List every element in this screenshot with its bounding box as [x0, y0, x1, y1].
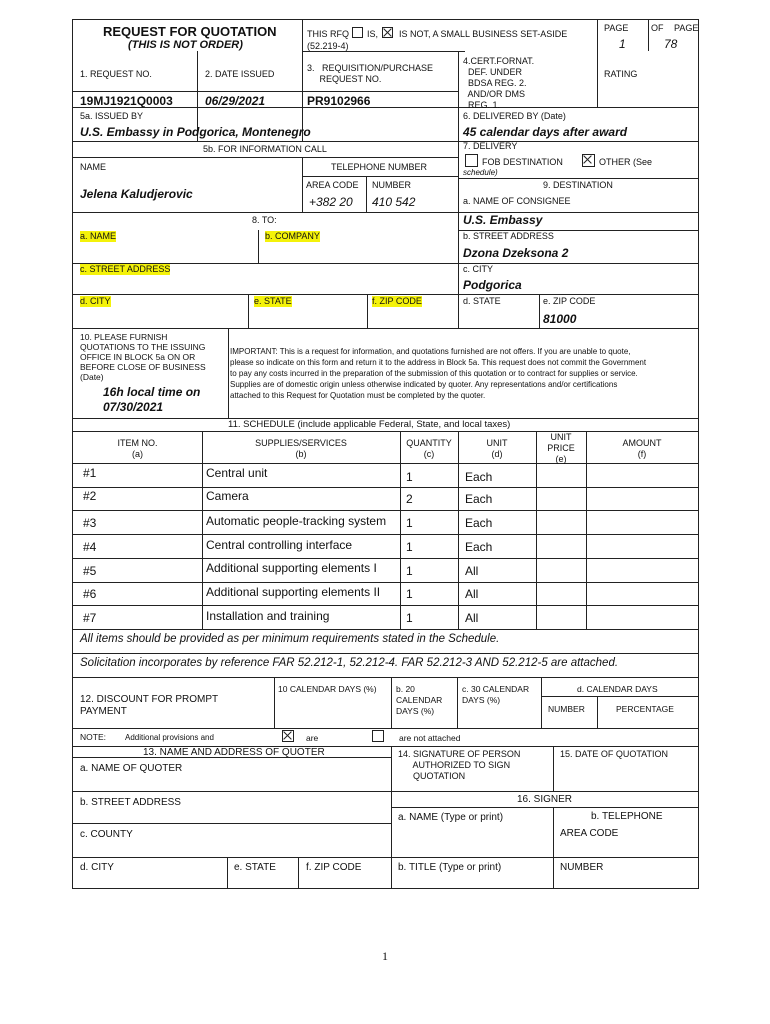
- row-description: Additional supporting elements II: [206, 585, 381, 599]
- page-label: PAGE: [604, 23, 629, 33]
- small-business-is-not-checkbox[interactable]: [382, 27, 393, 38]
- signer-name-label: a. NAME (Type or print): [398, 812, 504, 823]
- fob-destination-label: FOB DESTINATION: [482, 157, 563, 167]
- cert-label: 4.CERT.FORNAT. DEF. UNDER BDSA REG. 2. AND/OR DMS REG. 1.: [463, 56, 535, 110]
- other-delivery-checkbox[interactable]: [582, 154, 595, 167]
- signer-telephone-label: b. TELEPHONE: [591, 811, 663, 822]
- quoter-county-label: c. COUNTY: [80, 829, 133, 840]
- to-state-field[interactable]: e. STATE: [254, 296, 292, 306]
- row-quantity: 1: [406, 470, 413, 484]
- row-item-no: #2: [83, 489, 97, 503]
- row-quantity: 1: [406, 540, 413, 554]
- issued-by-label: 5a. ISSUED BY: [80, 111, 144, 121]
- quotation-deadline-value: 16h local time on 07/30/2021: [103, 385, 201, 414]
- pages-value: 78: [664, 37, 678, 51]
- to-zip-field[interactable]: f. ZIP CODE: [372, 296, 422, 306]
- issued-by-value: U.S. Embassy in Podgorica, Montenegro: [80, 125, 311, 139]
- delivered-by-value: 45 calendar days after award: [463, 125, 628, 139]
- provisions-not-attached-checkbox[interactable]: [372, 730, 384, 742]
- requisition-value: PR9102966: [307, 94, 371, 108]
- area-code-value: +382 20: [309, 195, 353, 209]
- contact-name-value: Jelena Kaludjerovic: [80, 187, 193, 201]
- rfq-label: THIS RFQ: [307, 29, 349, 39]
- row-unit: Each: [465, 540, 493, 554]
- row-item-no: #7: [83, 611, 97, 625]
- discount-calendar-days-label: d. CALENDAR DAYS: [577, 684, 658, 694]
- telephone-label: TELEPHONE NUMBER: [331, 162, 428, 172]
- page-value: 1: [619, 37, 626, 51]
- row-unit: All: [465, 564, 479, 578]
- row-description: Camera: [206, 489, 249, 503]
- discount-30-days-label: c. 30 CALENDAR DAYS (%): [462, 684, 530, 705]
- quoter-state-label: e. STATE: [234, 862, 276, 873]
- col-unit-header: UNIT (d): [486, 438, 508, 459]
- row-item-no: #4: [83, 540, 97, 554]
- consignee-value: U.S. Embassy: [463, 213, 543, 227]
- of-label: OF: [651, 23, 664, 33]
- consignee-label: a. NAME OF CONSIGNEE: [463, 196, 571, 206]
- discount-label: 12. DISCOUNT FOR PROMPT PAYMENT: [80, 694, 219, 717]
- requisition-label: 3. REQUISITION/PURCHASE REQUEST NO.: [307, 63, 434, 84]
- destination-label: 9. DESTINATION: [543, 180, 613, 190]
- rfq-form: [72, 19, 699, 889]
- row-unit: Each: [465, 470, 493, 484]
- pages-label: PAGE: [674, 23, 699, 33]
- is-label: IS,: [367, 29, 379, 39]
- row-quantity: 1: [406, 516, 413, 530]
- request-no-label: 1. REQUEST NO.: [80, 69, 152, 79]
- name-label: NAME: [80, 162, 107, 172]
- quoter-zip-label: f. ZIP CODE: [306, 862, 362, 873]
- row-description: Central unit: [206, 466, 268, 480]
- to-city-field[interactable]: d. CITY: [80, 296, 111, 306]
- col-price-header: UNIT PRICE (e): [547, 432, 575, 464]
- row-quantity: 1: [406, 564, 413, 578]
- discount-10-days-label: 10 CALENDAR DAYS (%): [278, 684, 377, 694]
- schedule-note-far: Solicitation incorporates by reference FAR 52.212-1, 52.212-4. FAR 52.212-3 AND 52.212-5 are attached.: [80, 657, 619, 669]
- destination-zip-value: 81000: [543, 312, 577, 326]
- row-description: Automatic people-tracking system: [206, 514, 387, 528]
- small-business-is-checkbox[interactable]: [352, 27, 363, 38]
- number-label: NUMBER: [372, 180, 412, 190]
- important-notice: IMPORTANT: This is a request for information, and quotations furnished are not offers. If you are unable to quote, please so indicate on this form and return it to the address in Block 5a. This request does not commit the Government to pay any costs incurred in the preparation of the submission of this quotation or to contract for supplies or service. Supplies are of domestic origin unless otherwise indicated by quoter. Any representations and/or certifications attached to this Request for Quotation must be completed by the quoter.: [230, 347, 647, 400]
- row-item-no: #5: [83, 564, 97, 578]
- page-number: 1: [382, 949, 388, 963]
- to-name-field[interactable]: a. NAME: [80, 231, 117, 241]
- row-item-no: #1: [83, 466, 97, 480]
- row-quantity: 2: [406, 492, 413, 506]
- signer-title-label: b. TITLE (Type or print): [398, 862, 502, 873]
- signer-block-title: 16. SIGNER: [517, 794, 573, 805]
- row-description: Central controlling interface: [206, 538, 353, 552]
- date-issued-label: 2. DATE ISSUED: [205, 69, 275, 79]
- to-label: 8. TO:: [252, 215, 277, 225]
- signer-number-label: NUMBER: [560, 862, 604, 873]
- row-unit: Each: [465, 492, 493, 506]
- schedule-label: schedule): [463, 168, 498, 177]
- to-street-field[interactable]: c. STREET ADDRESS: [80, 264, 171, 274]
- is-not-label: IS NOT, A SMALL BUSINESS SET-ASIDE: [399, 29, 568, 39]
- col-supplies-header: SUPPLIES/SERVICES (b): [255, 438, 347, 459]
- discount-number-label: NUMBER: [548, 704, 585, 714]
- destination-zip-label: e. ZIP CODE: [543, 296, 596, 306]
- are-attached-label: are: [306, 733, 319, 743]
- other-label: OTHER (See: [599, 157, 653, 167]
- delivered-by-label: 6. DELIVERED BY (Date): [463, 111, 566, 121]
- quoter-city-label: d. CITY: [80, 862, 114, 873]
- row-description: Installation and training: [206, 609, 330, 623]
- furnish-quotations-label: 10. PLEASE FURNISH QUOTATIONS TO THE ISSUING OFFICE IN BLOCK 5a ON OR BEFORE CLOSE OF BUSINESS (Date): [80, 332, 206, 382]
- additional-provisions-label: Additional provisions and: [125, 733, 214, 742]
- date-issued-value: 06/29/2021: [205, 94, 266, 108]
- provisions-are-attached-checkbox[interactable]: [282, 730, 294, 742]
- destination-city-label: c. CITY: [463, 264, 494, 274]
- to-company-field[interactable]: b. COMPANY: [265, 231, 320, 241]
- schedule-title: 11. SCHEDULE (include applicable Federal, State, and local taxes): [228, 419, 511, 430]
- signer-area-code-label: AREA CODE: [560, 828, 619, 839]
- row-unit: All: [465, 611, 479, 625]
- row-description: Additional supporting elements I: [206, 561, 377, 575]
- row-item-no: #6: [83, 587, 97, 601]
- col-quantity-header: QUANTITY (c): [406, 438, 452, 459]
- form-title: REQUEST FOR QUOTATION: [103, 24, 277, 39]
- note-label: NOTE:: [80, 732, 106, 742]
- destination-street-value: Dzona Dzeksona 2: [463, 246, 569, 260]
- rating-label: RATING: [604, 69, 638, 79]
- row-quantity: 1: [406, 587, 413, 601]
- form-reference: (52.219-4): [307, 41, 349, 51]
- quoter-street-label: b. STREET ADDRESS: [80, 797, 181, 808]
- destination-city-value: Podgorica: [463, 278, 522, 292]
- fob-destination-checkbox[interactable]: [465, 154, 478, 167]
- not-attached-label: are not attached: [399, 733, 461, 743]
- quoter-name-label: a. NAME OF QUOTER: [80, 763, 183, 774]
- col-amount-header: AMOUNT (f): [622, 438, 662, 459]
- row-unit: All: [465, 587, 479, 601]
- discount-20-days-label: b. 20 CALENDAR DAYS (%): [396, 684, 443, 716]
- discount-percentage-label: PERCENTAGE: [616, 704, 674, 714]
- quoter-block-title: 13. NAME AND ADDRESS OF QUOTER: [143, 747, 325, 758]
- row-quantity: 1: [406, 611, 413, 625]
- form-subtitle: (THIS IS NOT ORDER): [128, 39, 243, 51]
- destination-street-label: b. STREET ADDRESS: [463, 231, 554, 241]
- area-code-label: AREA CODE: [306, 180, 359, 190]
- date-of-quotation-label: 15. DATE OF QUOTATION: [560, 749, 669, 759]
- signature-label: 14. SIGNATURE OF PERSON AUTHORIZED TO SIGN QUOTATION: [398, 749, 521, 781]
- row-unit: Each: [465, 516, 493, 530]
- request-no-value: 19MJ1921Q0003: [80, 94, 173, 108]
- row-item-no: #3: [83, 516, 97, 530]
- col-item-header: ITEM NO. (a): [117, 438, 158, 459]
- schedule-note-requirements: All items should be provided as per minimum requirements stated in the Schedule.: [80, 633, 500, 645]
- delivery-label: 7. DELIVERY: [463, 141, 518, 151]
- info-call-label: 5b. FOR INFORMATION CALL: [203, 144, 327, 154]
- destination-state-label: d. STATE: [463, 296, 501, 306]
- phone-number-value: 410 542: [372, 195, 416, 209]
